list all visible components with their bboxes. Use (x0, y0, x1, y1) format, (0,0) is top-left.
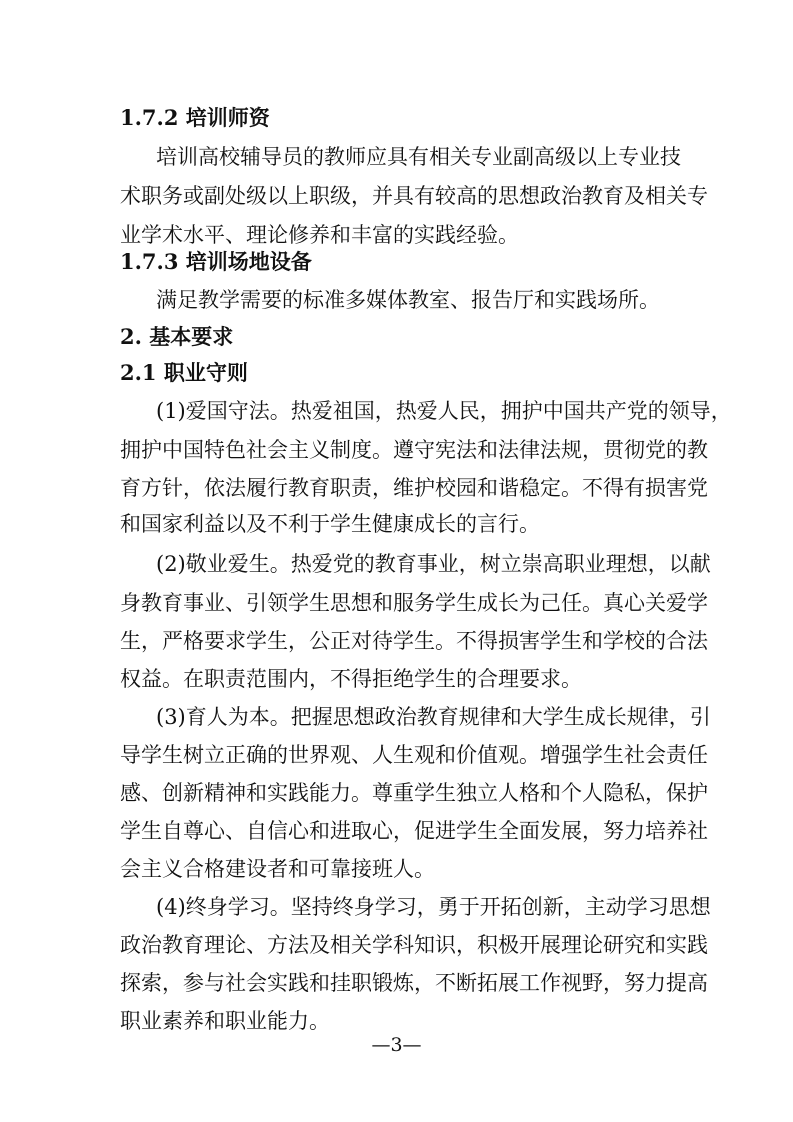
page-number: —3— (371, 1034, 422, 1056)
paragraph-line: 生，严格要求学生，公正对待学生。不得损害学生和学校的合法 (120, 629, 708, 653)
heading-1-7-2: 1.7.2 培训师资 (120, 105, 270, 130)
paragraph-line: 和国家利益以及不利于学生健康成长的言行。 (120, 512, 540, 536)
paragraph-line: 导学生树立正确的世界观、人生观和价值观。增强学生社会责任 (120, 743, 708, 767)
paragraph-line: 感、创新精神和实践能力。尊重学生独立人格和个人隐私，保护 (120, 781, 708, 805)
paragraph-line: 职业素养和职业能力。 (120, 1009, 330, 1033)
paragraph-line: 拥护中国特色社会主义制度。遵守宪法和法律法规，贯彻党的教 (120, 438, 708, 462)
paragraph-line: 身教育事业、引领学生思想和服务学生成长为己任。真心关爱学 (120, 591, 708, 615)
paragraph-line: 学生自尊心、自信心和进取心，促进学生全面发展，努力培养社 (120, 819, 708, 843)
paragraph-line: (1)爱国守法。热爱祖国，热爱人民，拥护中国共产党的领导， (156, 399, 732, 423)
paragraph-line: 探索，参与社会实践和挂职锻炼，不断拓展工作视野，努力提高 (120, 971, 708, 995)
heading-1-7-3: 1.7.3 培训场地设备 (120, 249, 312, 274)
paragraph-line: 业学术水平、理论修养和丰富的实践经验。 (120, 223, 519, 247)
paragraph-line: (2)敬业爱生。热爱党的教育事业，树立崇高职业理想，以献 (156, 552, 711, 576)
paragraph-line: (3)育人为本。把握思想政治教育规律和大学生成长规律，引 (156, 705, 711, 729)
paragraph-line: 会主义合格建设者和可靠接班人。 (120, 857, 435, 881)
heading-2: 2. 基本要求 (120, 324, 234, 349)
paragraph-line: 满足教学需要的标准多媒体教室、报告厅和实践场所。 (156, 288, 660, 312)
paragraph-line: 育方针，依法履行教育职责，维护校园和谐稳定。不得有损害党 (120, 476, 708, 500)
paragraph-line: (4)终身学习。坚持终身学习，勇于开拓创新，主动学习思想 (156, 895, 711, 919)
paragraph-line: 术职务或副处级以上职级，并具有较高的思想政治教育及相关专 (120, 184, 708, 208)
paragraph-line: 政治教育理论、方法及相关学科知识，积极开展理论研究和实践 (120, 933, 708, 957)
paragraph-line: 权益。在职责范围内，不得拒绝学生的合理要求。 (120, 667, 582, 691)
paragraph-line: 培训高校辅导员的教师应具有相关专业副高级以上专业技 (156, 145, 681, 169)
heading-2-1: 2.1 职业守则 (120, 360, 248, 385)
